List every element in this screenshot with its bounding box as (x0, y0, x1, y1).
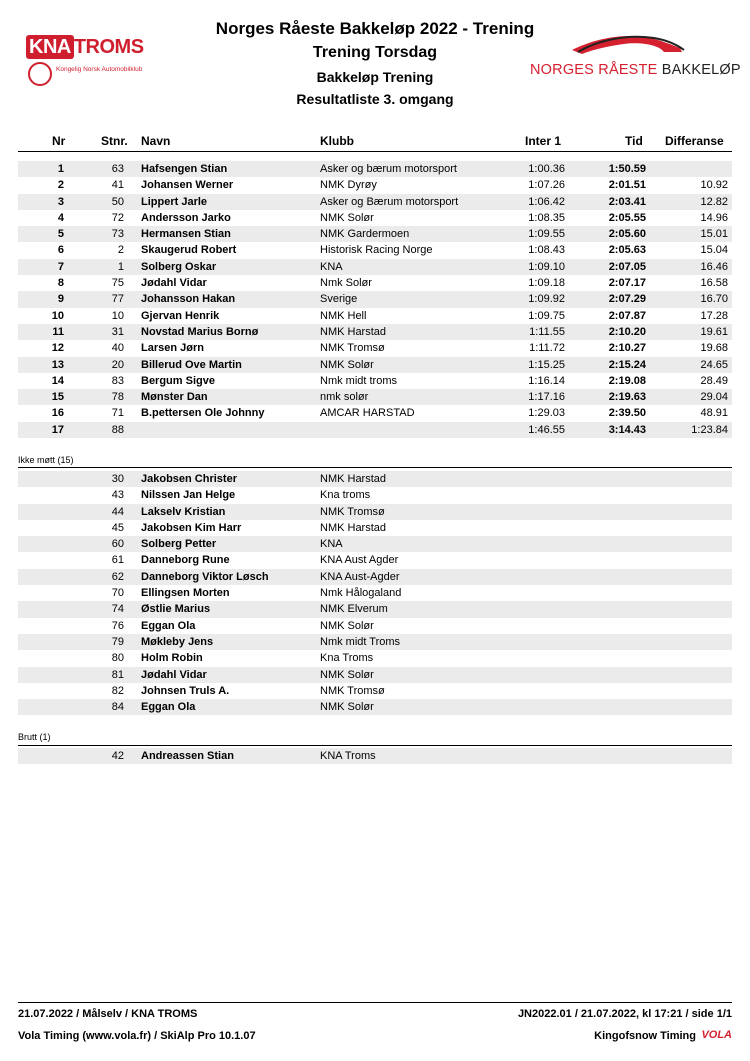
table-row (18, 504, 732, 520)
driver-name-cell: Novstad Marius Bornø (141, 325, 259, 338)
driver-name-cell: Holm Robin (141, 652, 203, 665)
club-cell: Historisk Racing Norge (320, 244, 433, 257)
difference-cell: 19.61 (700, 325, 728, 338)
driver-name-cell: Skaugerud Robert (141, 244, 237, 257)
club-cell: Nmk midt troms (320, 374, 397, 387)
start-number-cell: 74 (111, 603, 124, 616)
total-time-cell: 2:19.63 (608, 391, 646, 404)
driver-name-cell: Danneborg Rune (141, 554, 230, 567)
kna-troms-wordmark: KNA TROMS (26, 36, 144, 59)
table-row (18, 585, 732, 601)
kna-tagline: Kongelig Norsk Automobilklub (56, 66, 143, 73)
difference-cell: 24.65 (700, 358, 728, 371)
start-number-cell: 71 (111, 407, 124, 420)
table-row (18, 601, 732, 617)
club-cell: KNA Aust-Agder (320, 570, 400, 583)
start-number-cell: 80 (111, 652, 124, 665)
table-row (18, 259, 732, 275)
total-time-cell: 2:07.29 (608, 293, 646, 306)
driver-name-cell: Jakobsen Kim Harr (141, 521, 242, 534)
driver-name-cell: Møkleby Jens (141, 635, 214, 648)
club-cell: NMK Solør (320, 358, 374, 371)
start-number-cell: 75 (111, 277, 124, 290)
start-number-cell: 78 (111, 391, 124, 404)
club-cell: NMK Elverum (320, 603, 388, 616)
start-number-cell: 20 (111, 358, 124, 371)
list-name: Resultatliste 3. omgang (296, 91, 454, 107)
table-row (18, 634, 732, 650)
kna-troms-logo (26, 28, 144, 86)
driver-name-cell: Lippert Jarle (141, 195, 208, 208)
difference-cell: 16.58 (700, 277, 728, 290)
club-cell: Nmk Solør (320, 277, 372, 290)
rank-cell: 9 (57, 293, 64, 306)
rank-cell: 2 (57, 179, 64, 192)
start-number-cell: 42 (111, 750, 124, 762)
difference-cell: 15.04 (700, 244, 728, 257)
difference-cell: 17.28 (700, 309, 728, 322)
start-number-cell: 79 (111, 635, 124, 648)
club-cell: KNA Troms (320, 750, 376, 762)
start-number-cell: 31 (111, 325, 124, 338)
club-cell: NMK Tromsø (320, 505, 385, 518)
start-number-cell: 76 (111, 619, 124, 632)
difference-cell: 16.70 (700, 293, 728, 306)
title-block (160, 18, 590, 110)
dnf-label: Brutt (1) (18, 732, 51, 742)
page-footer (18, 1008, 732, 1056)
intermediate-time-cell: 1:15.25 (528, 358, 565, 371)
club-cell: KNA Aust Agder (320, 554, 399, 567)
table-row (18, 487, 732, 503)
logo-wordmark: NORGES RÅESTE BAKKELØP (530, 62, 741, 78)
intermediate-time-cell: 1:11.72 (529, 342, 565, 355)
footer-timing: Kingofsnow Timing (594, 1030, 696, 1042)
driver-name-cell: Andreassen Stian (141, 750, 234, 762)
rank-cell: 4 (57, 211, 64, 224)
difference-cell: 28.49 (700, 374, 728, 387)
table-row (18, 536, 732, 552)
club-cell: NMK Harstad (320, 521, 387, 534)
club-cell: Asker og Bærum motorsport (320, 195, 459, 208)
start-number-cell: 1 (117, 260, 124, 273)
rank-cell: 3 (57, 195, 64, 208)
driver-name-cell: Nilssen Jan Helge (141, 489, 236, 502)
header-rule (18, 151, 732, 152)
intermediate-time-cell: 1:11.55 (529, 325, 565, 338)
start-number-cell: 40 (111, 342, 124, 355)
club-cell: NMK Tromsø (320, 684, 385, 697)
difference-cell: 15.01 (700, 228, 728, 241)
rank-cell: 11 (52, 325, 64, 338)
rank-cell: 17 (51, 423, 64, 436)
driver-name-cell: Bergum Sigve (141, 374, 215, 387)
table-row (18, 748, 732, 764)
dnf-table (18, 748, 732, 764)
driver-name-cell: Johansson Hakan (141, 293, 236, 306)
table-row (18, 650, 732, 666)
footer-event-info: 21.07.2022 / Målselv / KNA TROMS (18, 1008, 198, 1020)
start-number-cell: 84 (111, 701, 124, 714)
table-row (18, 340, 732, 356)
intermediate-time-cell: 1:07.26 (528, 179, 565, 192)
table-row (18, 308, 732, 324)
start-number-cell: 83 (111, 374, 124, 387)
total-time-cell: 2:07.05 (608, 260, 646, 273)
intermediate-time-cell: 1:00.36 (528, 163, 565, 175)
club-cell: NMK Solør (320, 668, 374, 681)
total-time-cell: 2:07.87 (608, 309, 646, 322)
table-row (18, 210, 732, 226)
start-number-cell: 61 (111, 554, 124, 567)
difference-cell: 19.68 (700, 342, 728, 355)
start-number-cell: 63 (111, 163, 124, 175)
event-name: Bakkeløp Trening (316, 69, 434, 85)
club-cell: NMK Solør (320, 619, 374, 632)
difference-cell: 29.04 (700, 391, 728, 404)
club-cell: KNA (320, 538, 343, 551)
table-row (18, 161, 732, 177)
intermediate-time-cell: 1:08.43 (528, 244, 565, 257)
total-time-cell: 2:39.50 (608, 407, 646, 420)
total-time-cell: 2:10.20 (608, 325, 646, 338)
table-row (18, 520, 732, 536)
driver-name-cell: Hermansen Stian (141, 228, 231, 241)
total-time-cell: 2:05.63 (608, 244, 646, 257)
intermediate-time-cell: 1:46.55 (528, 423, 565, 436)
club-cell: NMK Harstad (320, 325, 387, 338)
table-row (18, 242, 732, 258)
dns-rule (18, 467, 732, 468)
col-navn: Navn (141, 134, 171, 148)
intermediate-time-cell: 1:09.18 (528, 277, 565, 290)
rank-cell: 6 (57, 244, 64, 257)
table-row (18, 275, 732, 291)
total-time-cell: 2:05.60 (608, 228, 646, 241)
driver-name-cell: Eggan Ola (141, 619, 196, 632)
col-klubb: Klubb (320, 134, 354, 148)
driver-name-cell: Johnsen Truls A. (141, 684, 230, 697)
driver-name-cell: Lakselv Kristian (141, 505, 226, 518)
club-cell: NMK Harstad (320, 473, 387, 485)
dnf-rule (18, 745, 732, 746)
club-cell: Kna Troms (320, 652, 374, 665)
driver-name-cell: Mønster Dan (141, 391, 208, 404)
driver-name-cell: Jødahl Vidar (141, 668, 207, 681)
crest-icon (28, 62, 52, 86)
total-time-cell: 2:05.55 (608, 211, 646, 224)
table-row (18, 471, 732, 487)
rank-cell: 13 (51, 358, 64, 371)
start-number-cell: 88 (111, 423, 124, 436)
column-headers (18, 132, 732, 150)
club-cell: NMK Solør (320, 211, 374, 224)
table-row (18, 177, 732, 193)
rank-cell: 16 (51, 407, 64, 420)
intermediate-time-cell: 1:09.75 (528, 309, 565, 322)
driver-name-cell: Larsen Jørn (141, 342, 204, 355)
start-number-cell: 10 (111, 309, 124, 322)
difference-cell: 14.96 (700, 211, 728, 224)
intermediate-time-cell: 1:09.10 (528, 260, 565, 273)
table-row (18, 291, 732, 307)
results-table (18, 161, 732, 438)
club-cell: KNA (320, 260, 343, 273)
difference-cell: 16.46 (700, 260, 728, 273)
table-row (18, 569, 732, 585)
club-cell: NMK Tromsø (320, 342, 385, 355)
dns-label: Ikke møtt (15) (18, 455, 74, 465)
rank-cell: 10 (51, 309, 64, 322)
page-title: Norges Råeste Bakkeløp 2022 - Trening (215, 19, 535, 38)
intermediate-time-cell: 1:09.92 (528, 293, 565, 306)
club-cell: nmk solør (320, 391, 369, 404)
start-number-cell: 82 (111, 684, 124, 697)
start-number-cell: 50 (111, 195, 124, 208)
total-time-cell: 2:03.41 (608, 195, 646, 208)
driver-name-cell: Jakobsen Christer (141, 473, 237, 485)
table-row (18, 373, 732, 389)
driver-name-cell: Andersson Jarko (141, 211, 231, 224)
driver-name-cell: Østlie Marius (141, 603, 211, 616)
rank-cell: 7 (57, 260, 64, 273)
club-cell: NMK Gardermoen (320, 228, 410, 241)
club-cell: NMK Dyrøy (320, 179, 377, 192)
club-cell: AMCAR HARSTAD (320, 407, 415, 420)
driver-name-cell: Hafsengen Stian (141, 163, 228, 175)
club-cell: Asker og bærum motorsport (320, 163, 457, 175)
driver-name-cell: Solberg Oskar (141, 260, 217, 273)
difference-cell: 10.92 (700, 179, 728, 192)
rank-cell: 14 (51, 374, 64, 387)
table-row (18, 226, 732, 242)
driver-name-cell: Billerud Ove Martin (141, 358, 242, 371)
start-number-cell: 44 (111, 505, 124, 518)
club-cell: Kna troms (320, 489, 371, 502)
rank-cell: 15 (51, 391, 64, 404)
start-number-cell: 60 (111, 538, 124, 551)
intermediate-time-cell: 1:06.42 (528, 195, 565, 208)
norges-raeste-bakkelop-logo (528, 26, 741, 82)
start-number-cell: 30 (111, 473, 124, 485)
driver-name-cell: Solberg Petter (141, 538, 217, 551)
table-row (18, 422, 732, 438)
vola-logo: VOLA (701, 1029, 732, 1041)
total-time-cell: 2:19.08 (608, 374, 646, 387)
rank-cell: 12 (51, 342, 64, 355)
start-number-cell: 72 (111, 211, 124, 224)
total-time-cell: 2:07.17 (608, 277, 646, 290)
table-row (18, 699, 732, 715)
club-cell: Sverige (320, 293, 358, 306)
start-number-cell: 43 (111, 489, 124, 502)
table-row (18, 357, 732, 373)
start-number-cell: 77 (111, 293, 124, 306)
start-number-cell: 70 (111, 587, 124, 600)
total-time-cell: 2:10.27 (608, 342, 646, 355)
intermediate-time-cell: 1:16.14 (528, 374, 565, 387)
start-number-cell: 73 (111, 228, 124, 241)
table-row (18, 324, 732, 340)
footer-software: Vola Timing (www.vola.fr) / SkiAlp Pro 10.1.07 (18, 1030, 256, 1042)
start-number-cell: 62 (111, 570, 124, 583)
club-cell: NMK Solør (320, 701, 374, 714)
footer-print-info: JN2022.01 / 21.07.2022, kl 17:21 / side 1/1 (517, 1008, 732, 1020)
intermediate-time-cell: 1:29.03 (528, 407, 565, 420)
col-inter: Inter 1 (525, 134, 562, 148)
club-cell: Nmk midt Troms (320, 635, 401, 648)
intermediate-time-cell: 1:09.55 (528, 228, 565, 241)
intermediate-time-cell: 1:17.16 (528, 391, 565, 404)
start-number-cell: 45 (111, 521, 124, 534)
intermediate-time-cell: 1:08.35 (528, 211, 565, 224)
session-title: Trening Torsdag (312, 44, 438, 61)
rank-cell: 8 (57, 277, 64, 290)
difference-cell: 12.82 (700, 195, 728, 208)
page-header (0, 0, 750, 125)
dns-table (18, 471, 732, 715)
driver-name-cell: Danneborg Viktor Løsch (141, 570, 269, 583)
table-row (18, 667, 732, 683)
driver-name-cell: Jødahl Vidar (141, 277, 207, 290)
total-time-cell: 2:15.24 (608, 358, 646, 371)
rank-cell: 5 (57, 228, 64, 241)
driver-name-cell: Eggan Ola (141, 701, 196, 714)
table-row (18, 194, 732, 210)
col-diff: Differanse (665, 134, 724, 148)
driver-name-cell: Ellingsen Morten (141, 587, 230, 600)
total-time-cell: 2:01.51 (608, 179, 646, 192)
footer-rule (18, 1002, 732, 1003)
rank-cell: 1 (57, 163, 64, 175)
total-time-cell: 1:50.59 (608, 163, 646, 175)
start-number-cell: 81 (111, 668, 124, 681)
difference-cell: 48.91 (700, 407, 728, 420)
table-row (18, 683, 732, 699)
table-row (18, 552, 732, 568)
club-cell: Nmk Hålogaland (320, 587, 402, 600)
difference-cell: 1:23.84 (691, 423, 728, 436)
driver-name-cell: B.pettersen Ole Johnny (141, 407, 265, 420)
table-row (18, 405, 732, 421)
table-row (18, 618, 732, 634)
club-cell: NMK Hell (320, 309, 367, 322)
start-number-cell: 2 (117, 244, 124, 257)
col-tid: Tid (625, 134, 643, 148)
driver-name-cell: Gjervan Henrik (141, 309, 220, 322)
table-row (18, 389, 732, 405)
total-time-cell: 3:14.43 (608, 423, 646, 436)
col-stnr: Stnr. (101, 134, 128, 148)
col-nr: Nr (52, 134, 66, 148)
start-number-cell: 41 (111, 179, 124, 192)
car-silhouette-icon (568, 28, 688, 58)
driver-name-cell: Johansen Werner (141, 179, 234, 192)
